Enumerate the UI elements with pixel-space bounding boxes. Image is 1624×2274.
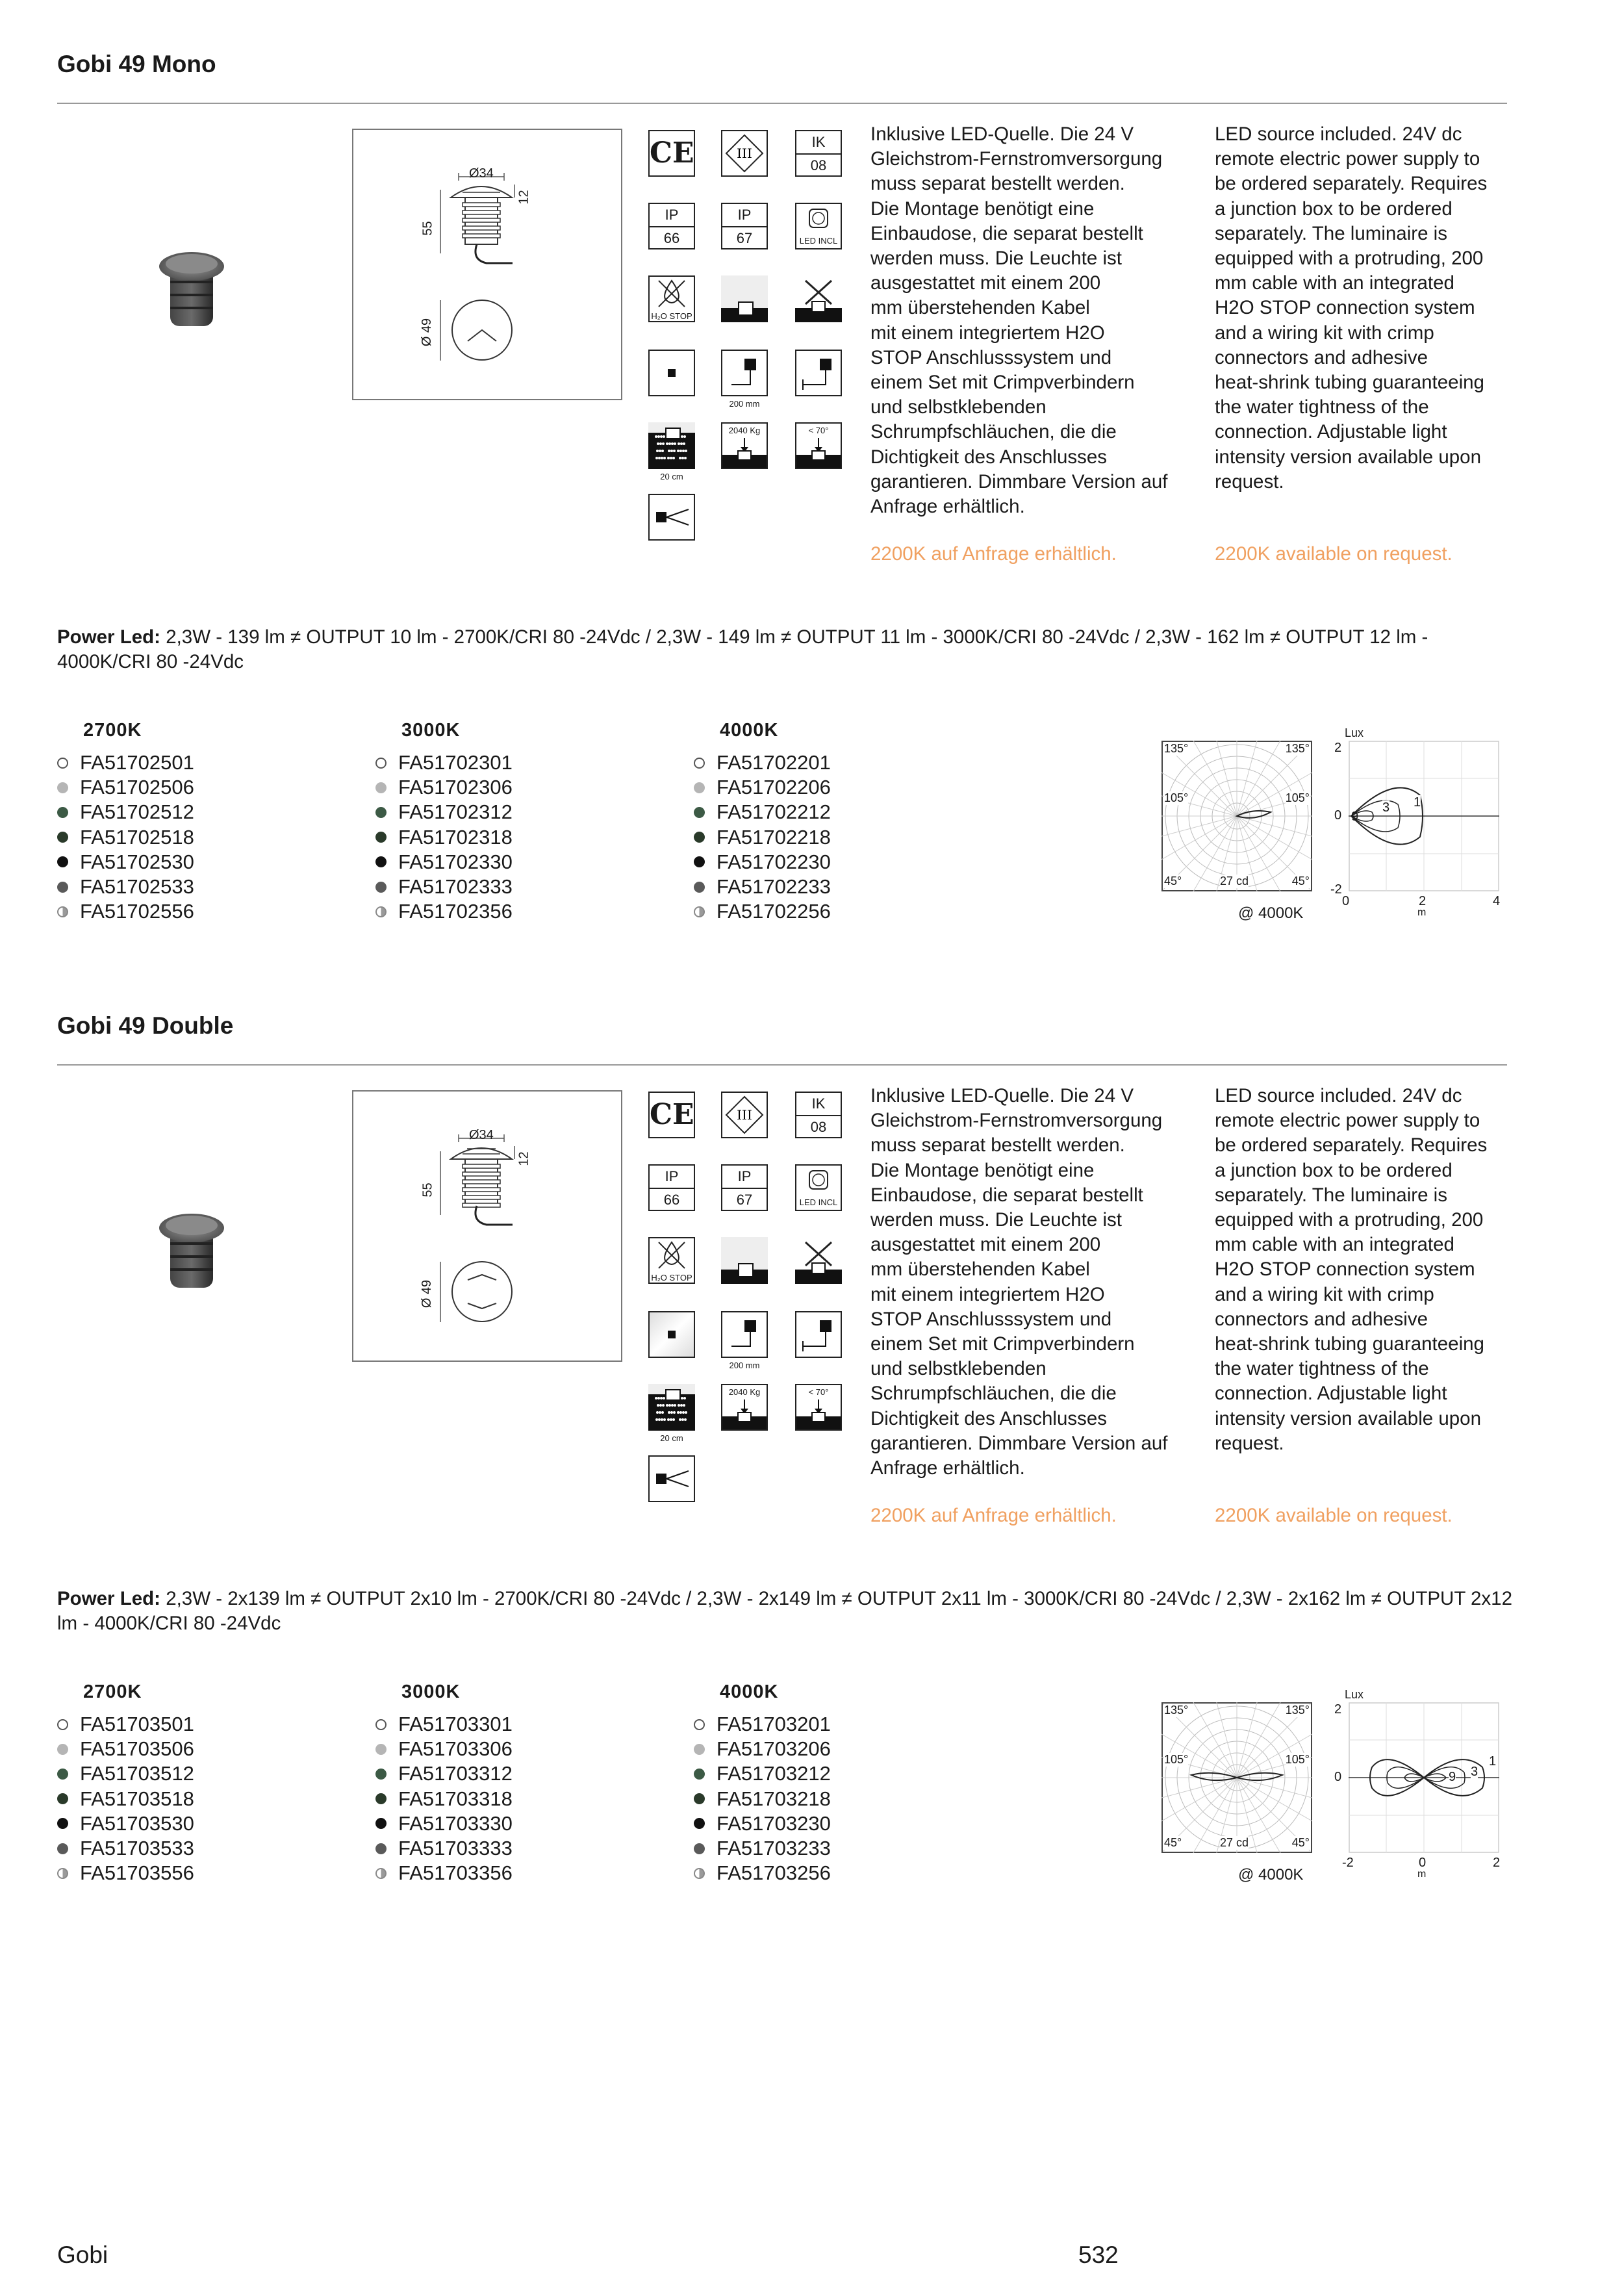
code-item (694, 899, 831, 924)
finish-swatch (375, 1868, 387, 1879)
code-list (694, 750, 831, 924)
lux-value: 9 (1351, 810, 1359, 824)
section-divider (57, 103, 1507, 104)
finish-swatch (694, 1719, 705, 1730)
power-label: Power Led: (57, 1588, 160, 1609)
ik-value: 08 (810, 1119, 827, 1135)
code-item (375, 875, 513, 899)
finish-swatch (694, 1769, 705, 1780)
description-de: Inklusive LED-Quelle. Die 24 V Gleichstrom-Fernstromversorgung muss separat bestellt werden. Die Montage benötigt eine Einbaudose, die separat bestellt werden muss. Die Leuchte ist ausgestattet mit einem 200 mm überstehenden Kabel mit einem integriertem H2O STOP Anschlusssystem und einem Set mit Crimpverbindern und selbstklebenden Schrumpfschläuchen, die die Dichtigkeit des Anschlusses garantieren. Dimmbare Version auf Anfrage erhältlich. (870, 1085, 1168, 1479)
code-item (375, 1811, 513, 1836)
class-iii-icon (721, 130, 768, 177)
code-item (57, 850, 194, 875)
ik-label: IK (796, 1093, 841, 1116)
code-item (57, 1836, 194, 1861)
code-list (375, 1712, 513, 1885)
code-item (375, 1712, 513, 1737)
lux-value: 9 (1449, 1770, 1456, 1784)
color-temp-heading: 3000K (401, 720, 461, 741)
dim-diameter-bottom: Ø 49 (420, 1279, 435, 1309)
code-item (57, 899, 194, 924)
code-item (694, 1787, 831, 1811)
polar-label-105-right: 105° (1285, 1753, 1310, 1766)
finish-swatch (375, 832, 387, 843)
finish-swatch (694, 1818, 705, 1829)
finish-swatch (375, 1843, 387, 1854)
article-code: FA51702512 (80, 800, 194, 824)
lux-value: 3 (1382, 800, 1390, 815)
article-code: FA51703306 (398, 1737, 513, 1761)
article-code: FA51702201 (717, 751, 831, 774)
finish-swatch (57, 1868, 68, 1879)
recessed-ground-icon (721, 1237, 768, 1284)
lux-unit: Lux (1345, 1688, 1364, 1701)
led-incl-label: LED INCL (799, 1197, 838, 1207)
description-en: LED source included. 24V dc remote electric power supply to be ordered separately. Requires a junction box to be ordered separately. The luminaire is equipped with a protruding, 200 mm cable with an integrated H2O STOP connection system and a wiring kit with crimp connectors and adhesive heat-shrink tubing guaranteeing the water tightness of the connection. Adjustable light intensity version available upon request. (1215, 123, 1488, 492)
code-item (694, 1836, 831, 1861)
temp-label: < 70° (808, 1387, 829, 1397)
finish-swatch (375, 856, 387, 867)
finish-swatch (57, 1818, 68, 1829)
code-item (694, 875, 831, 899)
polar-label-45-left: 45° (1164, 1836, 1182, 1849)
note-de: 2200K auf Anfrage erhältlich. (870, 1505, 1117, 1526)
ip66-value: 66 (663, 230, 680, 246)
article-code: FA51702312 (398, 800, 513, 824)
depth-label: 20 cm (660, 1433, 683, 1443)
ip67-label: IP (722, 204, 767, 227)
finish-swatch (57, 758, 68, 769)
color-temp-heading: 3000K (401, 1681, 461, 1702)
article-code: FA51702330 (398, 850, 513, 873)
code-item (375, 1787, 513, 1811)
article-code: FA51702218 (717, 825, 831, 849)
dim-height: 55 (420, 221, 435, 236)
dim-cap: 12 (516, 1151, 531, 1166)
finish-swatch (694, 1843, 705, 1854)
lux-y-bottom: -2 (1330, 882, 1342, 897)
page-number: 532 (1078, 2242, 1119, 2268)
finish-swatch (57, 906, 68, 917)
article-code: FA51703201 (717, 1713, 831, 1735)
ik-label: IK (796, 131, 841, 155)
code-item (375, 1737, 513, 1761)
code-item (694, 750, 831, 775)
finish-swatch (57, 1843, 68, 1854)
article-code: FA51702230 (717, 850, 831, 873)
finish-swatch (375, 1719, 387, 1730)
light-emission-icon (648, 350, 695, 396)
code-item (694, 1712, 831, 1737)
section-title: Gobi 49 Double (57, 1012, 234, 1039)
article-code: FA51702333 (398, 875, 513, 899)
dim-cap: 12 (516, 190, 531, 205)
article-code: FA51702256 (717, 900, 831, 923)
code-list (694, 1712, 831, 1885)
temp-label: < 70° (808, 426, 829, 435)
finish-swatch (375, 882, 387, 893)
dim-diameter-bottom: Ø 49 (420, 318, 435, 347)
finish-swatch (57, 856, 68, 867)
polar-label-135-right: 135° (1285, 742, 1310, 755)
lux-diagram (1349, 1702, 1499, 1853)
cable-length-label: 200 mm (729, 1361, 760, 1370)
no-walkover-icon (795, 1237, 842, 1284)
technical-drawing (352, 129, 622, 400)
product-photo (156, 1203, 227, 1294)
article-code: FA51702301 (398, 751, 513, 774)
code-item (57, 875, 194, 899)
article-code: FA51702501 (80, 751, 194, 774)
load-label: 2040 Kg (728, 1387, 761, 1397)
color-temp-heading: 2700K (83, 720, 142, 741)
cable-length-icon (721, 350, 768, 396)
ip66-label: IP (650, 1166, 694, 1189)
lux-value: 1 (1489, 1754, 1497, 1769)
dim-diameter-top: Ø34 (469, 1128, 494, 1142)
power-text: 2,3W - 2x139 lm ≠ OUTPUT 2x10 lm - 2700K/CRI 80 -24Vdc / 2,3W - 2x149 lm ≠ OUTPUT 2x11 lm - 3000K/CRI 80 -24Vdc / 2,3W - 2x162 lm ≠ OUTPUT 2x12 lm - 4000K/CRI 80 -24Vdc (57, 1588, 1512, 1634)
lux-y-mid: 0 (1334, 1770, 1342, 1784)
finish-swatch (375, 1744, 387, 1755)
h2o-stop-label: H₂O STOP (651, 311, 692, 321)
h2o-stop-icon (648, 275, 695, 322)
lux-x-mid: 0 (1419, 1856, 1427, 1870)
finish-swatch (694, 906, 705, 917)
wiring-icon (795, 350, 842, 396)
code-item (57, 1787, 194, 1811)
ip67-value: 67 (736, 1192, 753, 1208)
finish-swatch (375, 1818, 387, 1829)
finish-swatch (57, 807, 68, 818)
polar-label-135-right: 135° (1285, 1704, 1310, 1717)
color-temp-heading: 2700K (83, 1681, 142, 1702)
finish-swatch (375, 807, 387, 818)
code-item (375, 775, 513, 800)
code-item (57, 1712, 194, 1737)
svg-text:III: III (737, 146, 752, 161)
lux-y-top: 2 (1334, 741, 1342, 755)
lux-x-unit: m (1417, 907, 1427, 918)
finish-swatch (57, 1719, 68, 1730)
code-item (375, 850, 513, 875)
wiring-icon (795, 1311, 842, 1358)
svg-text:III: III (737, 1107, 752, 1123)
finish-swatch (57, 1744, 68, 1755)
note-de: 2200K auf Anfrage erhältlich. (870, 543, 1117, 565)
finish-swatch (57, 882, 68, 893)
code-list (57, 750, 194, 924)
article-code: FA51702530 (80, 850, 194, 873)
code-item (57, 825, 194, 850)
finish-swatch (694, 832, 705, 843)
cable-length-icon (721, 1311, 768, 1358)
article-code: FA51703330 (398, 1811, 513, 1835)
article-code: FA51703518 (80, 1787, 194, 1810)
article-code: FA51702506 (80, 776, 194, 799)
lux-x-end: 2 (1493, 1856, 1501, 1870)
description-en: LED source included. 24V dc remote electric power supply to be ordered separately. Requires a junction box to be ordered separately. The luminaire is equipped with a protruding, 200 mm cable with an integrated H2O STOP connection system and a wiring kit with crimp connectors and adhesive heat-shrink tubing guaranteeing the water tightness of the connection. Adjustable light intensity version available upon request. (1215, 1085, 1488, 1454)
recessed-ground-icon (721, 275, 768, 322)
article-code: FA51702518 (80, 825, 194, 849)
article-code: FA51703333 (398, 1837, 513, 1860)
finish-swatch (57, 782, 68, 793)
article-code: FA51703301 (398, 1713, 513, 1735)
code-list (57, 1712, 194, 1885)
finish-swatch (57, 1793, 68, 1804)
code-item (57, 800, 194, 824)
color-temp-heading: 4000K (720, 1681, 779, 1702)
load-label: 2040 Kg (728, 426, 761, 435)
beam-direction-icon (648, 494, 695, 541)
load-icon (721, 422, 768, 469)
finish-swatch (375, 1793, 387, 1804)
ip66-label: IP (650, 204, 694, 227)
article-code: FA51703501 (80, 1713, 194, 1735)
finish-swatch (694, 882, 705, 893)
ce-mark-icon: CE (648, 130, 695, 177)
led-incl-icon (795, 203, 842, 249)
installation-depth-icon (648, 1384, 695, 1431)
article-code: FA51702356 (398, 900, 513, 923)
depth-label: 20 cm (660, 472, 683, 481)
article-code: FA51703512 (80, 1762, 194, 1785)
power-spec (57, 625, 1519, 674)
code-item (694, 1811, 831, 1836)
power-spec (57, 1587, 1519, 1636)
description-de: Inklusive LED-Quelle. Die 24 V Gleichstrom-Fernstromversorgung muss separat bestellt werden. Die Montage benötigt eine Einbaudose, die separat bestellt werden muss. Die Leuchte ist ausgestattet mit einem 200 mm überstehenden Kabel mit einem integriertem H2O STOP Anschlusssystem und einem Set mit Crimpverbindern und selbstklebenden Schrumpfschläuchen, die die Dichtigkeit des Anschlusses garantieren. Dimmbare Version auf Anfrage erhältlich. (870, 123, 1168, 518)
polar-cd-label: 27 cd (1220, 1836, 1249, 1849)
code-item (57, 1761, 194, 1786)
lux-x-start: 0 (1342, 894, 1350, 908)
beam-direction-icon (648, 1455, 695, 1502)
code-item (694, 800, 831, 824)
finish-swatch (57, 832, 68, 843)
note-en: 2200K available on request. (1215, 1505, 1453, 1526)
polar-label-45-right: 45° (1291, 1836, 1310, 1849)
article-code: FA51703356 (398, 1861, 513, 1885)
dim-diameter-top: Ø34 (469, 166, 494, 181)
article-code: FA51703530 (80, 1811, 194, 1835)
finish-swatch (375, 1769, 387, 1780)
finish-swatch (694, 1744, 705, 1755)
lux-x-mid: 2 (1419, 894, 1427, 908)
polar-label-135-left: 135° (1164, 742, 1189, 755)
code-item (57, 1737, 194, 1761)
article-code: FA51703318 (398, 1787, 513, 1810)
finish-swatch (694, 856, 705, 867)
article-code: FA51702533 (80, 875, 194, 899)
technical-drawing (352, 1090, 622, 1362)
code-item (375, 1761, 513, 1786)
code-item (57, 750, 194, 775)
cable-length-label: 200 mm (729, 399, 760, 409)
article-code: FA51702306 (398, 776, 513, 799)
polar-label-105-left: 105° (1164, 1753, 1189, 1766)
note-en: 2200K available on request. (1215, 543, 1453, 565)
polar-caption: @ 4000K (1238, 904, 1304, 922)
article-code: FA51703212 (717, 1762, 831, 1785)
code-item (375, 800, 513, 824)
polar-cd-label: 27 cd (1220, 875, 1249, 888)
temperature-icon (795, 1384, 842, 1431)
polar-diagram (1161, 741, 1312, 891)
load-icon (721, 1384, 768, 1431)
article-code: FA51703506 (80, 1737, 194, 1761)
polar-caption: @ 4000K (1238, 1866, 1304, 1884)
section-divider (57, 1064, 1507, 1066)
code-item (375, 750, 513, 775)
ik-value: 08 (810, 157, 827, 173)
code-item (375, 1836, 513, 1861)
no-walkover-icon (795, 275, 842, 322)
article-code: FA51703556 (80, 1861, 194, 1885)
article-code: FA51703312 (398, 1762, 513, 1785)
finish-swatch (694, 1868, 705, 1879)
h2o-stop-icon (648, 1237, 695, 1284)
ip66-value: 66 (663, 1192, 680, 1208)
finish-swatch (694, 1793, 705, 1804)
code-item (375, 899, 513, 924)
code-item (694, 1737, 831, 1761)
article-code: FA51703206 (717, 1737, 831, 1761)
class-iii-icon (721, 1092, 768, 1138)
color-temp-heading: 4000K (720, 720, 779, 741)
article-code: FA51702212 (717, 800, 831, 824)
article-code: FA51703256 (717, 1861, 831, 1885)
polar-label-45-left: 45° (1164, 875, 1182, 888)
article-code: FA51702206 (717, 776, 831, 799)
power-label: Power Led: (57, 626, 160, 648)
code-item (57, 1861, 194, 1885)
article-code: FA51703218 (717, 1787, 831, 1810)
lux-diagram (1349, 741, 1499, 891)
lux-x-unit: m (1417, 1869, 1427, 1880)
power-text: 2,3W - 139 lm ≠ OUTPUT 10 lm - 2700K/CRI 80 -24Vdc / 2,3W - 149 lm ≠ OUTPUT 11 lm - 3000K/CRI 80 -24Vdc / 2,3W - 162 lm ≠ OUTPUT 12 lm - 4000K/CRI 80 -24Vdc (57, 626, 1428, 672)
code-item (375, 1861, 513, 1885)
polar-label-105-left: 105° (1164, 791, 1189, 804)
code-item (375, 825, 513, 850)
led-incl-label: LED INCL (799, 236, 838, 246)
section-title: Gobi 49 Mono (57, 51, 216, 77)
article-code: FA51703230 (717, 1811, 831, 1835)
polar-label-45-right: 45° (1291, 875, 1310, 888)
article-code: FA51703233 (717, 1837, 831, 1860)
h2o-stop-label: H₂O STOP (651, 1273, 692, 1283)
finish-swatch (375, 758, 387, 769)
article-code: FA51702318 (398, 825, 513, 849)
finish-swatch (694, 782, 705, 793)
article-code: FA51702556 (80, 900, 194, 923)
code-item (694, 775, 831, 800)
lux-x-start: -2 (1342, 1856, 1354, 1870)
article-code: FA51703533 (80, 1837, 194, 1860)
finish-swatch (375, 906, 387, 917)
finish-swatch (694, 758, 705, 769)
finish-swatch (375, 782, 387, 793)
ip67-value: 67 (736, 230, 753, 246)
product-photo (156, 242, 227, 333)
code-item (57, 775, 194, 800)
code-item (694, 850, 831, 875)
polar-diagram (1161, 1702, 1312, 1853)
lux-unit: Lux (1345, 726, 1364, 739)
temperature-icon (795, 422, 842, 469)
dim-height: 55 (420, 1182, 435, 1197)
finish-swatch (57, 1769, 68, 1780)
code-item (694, 1861, 831, 1885)
installation-depth-icon (648, 422, 695, 469)
ce-mark-icon: CE (648, 1092, 695, 1138)
led-incl-icon (795, 1164, 842, 1211)
finish-swatch (694, 807, 705, 818)
code-item (694, 1761, 831, 1786)
code-item (694, 825, 831, 850)
lux-y-top: 2 (1334, 1702, 1342, 1717)
code-item (57, 1811, 194, 1836)
lux-value: 3 (1471, 1765, 1478, 1779)
polar-label-105-right: 105° (1285, 791, 1310, 804)
polar-label-135-left: 135° (1164, 1704, 1189, 1717)
code-list (375, 750, 513, 924)
lux-y-mid: 0 (1334, 808, 1342, 823)
lux-x-end: 4 (1493, 894, 1501, 908)
ip67-label: IP (722, 1166, 767, 1189)
light-emission-icon (648, 1311, 695, 1358)
footer-name: Gobi (57, 2242, 108, 2268)
lux-value: 1 (1414, 795, 1421, 810)
article-code: FA51702233 (717, 875, 831, 899)
